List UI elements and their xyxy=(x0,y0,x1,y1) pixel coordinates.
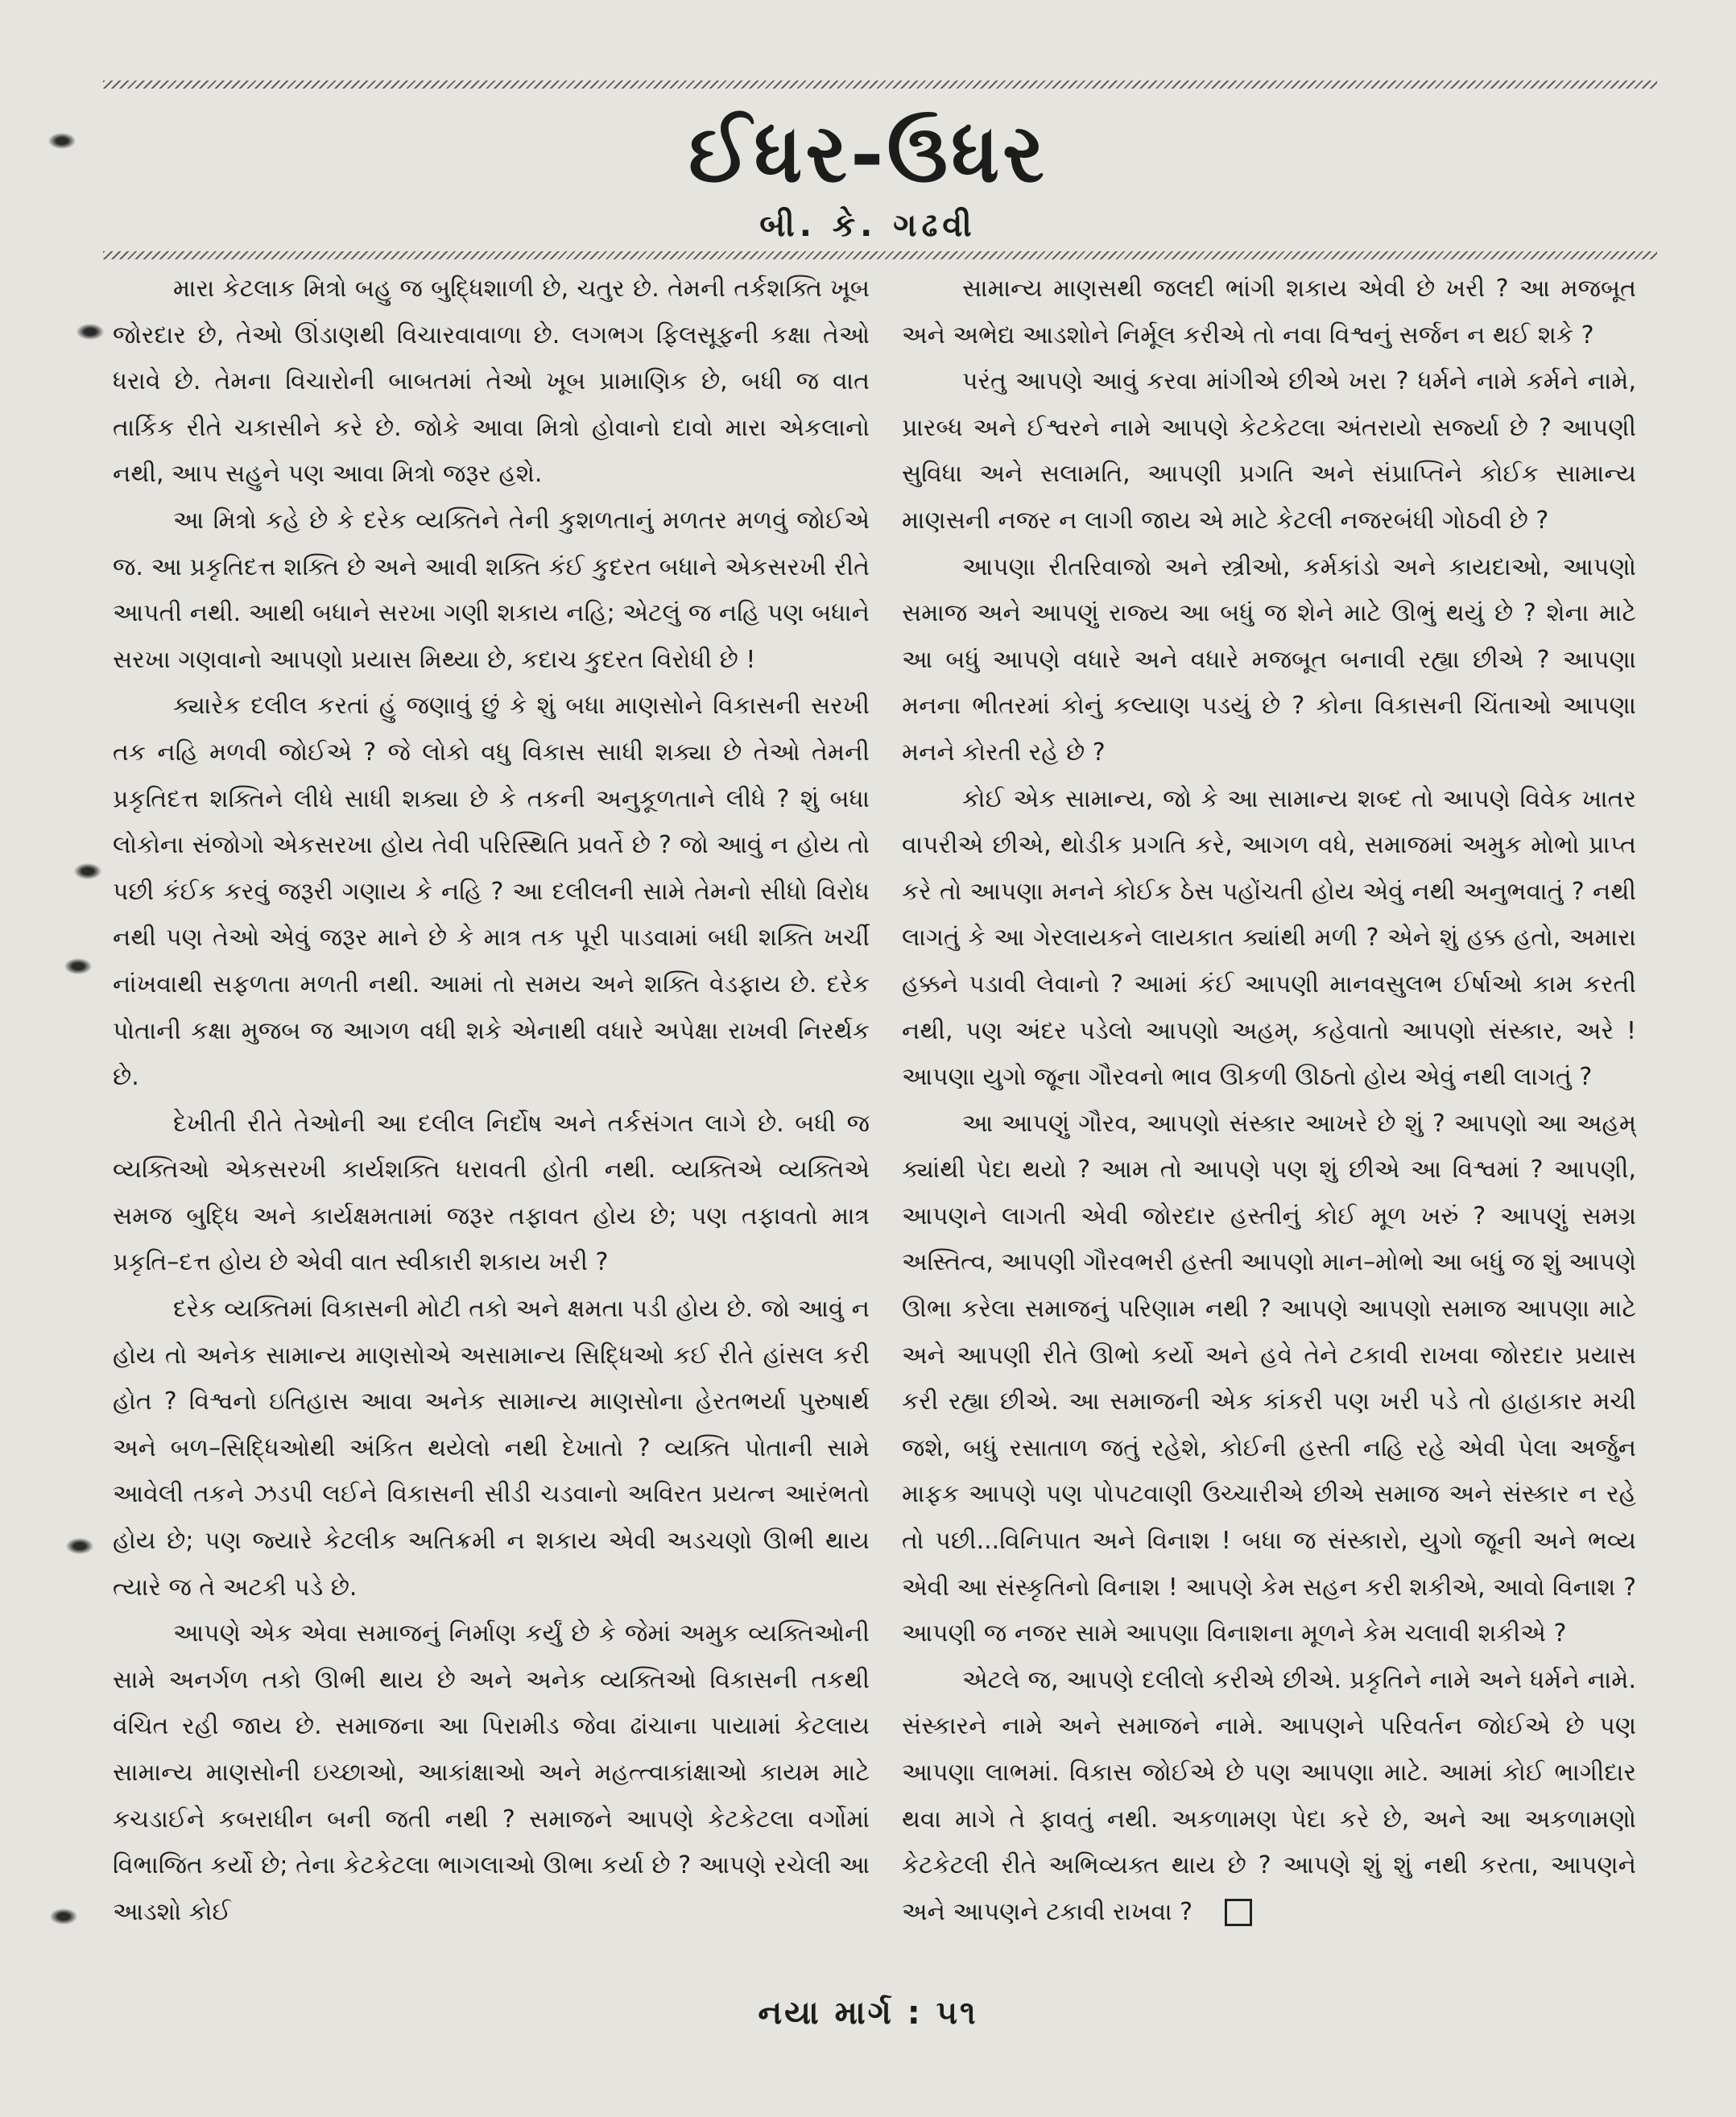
left-column xyxy=(113,266,870,1941)
paragraph: દરેક વ્યક્તિમાં વિકાસની મોટી તકો અને ક્ષમતા પડી હોય છે. જો આવું ન હોય તો અનેક સામાન્ય માણસોએ અસામાન્ય સિદ્ધિઓ કઈ રીતે હાંસલ કરી હોત ? વિશ્વનો ઇતિહાસ આવા અનેક સામાન્ય માણસોના હેરતભર્યા પુરુષાર્થ અને બળ–સિદ્ધિઓથી અંકિત થયેલો નથી દેખાતો ? વ્યક્તિ પોતાની સામે આવેલી તકને ઝડપી લઈને વિકાસની સીડી ચડવાનો અવિરત પ્રયત્ન આરંભતો હોય છે; પણ જ્યારે કેટલીક અતિક્રમી ન શકાય એવી અડચણો ઊભી થાય ત્યારે જ તે અટકી પડે છે. xyxy=(113,1295,870,1602)
paragraph: સામાન્ય માણસથી જલદી ભાંગી શકાય એવી છે ખરી ? આ મજબૂત અને અભેદ્ય આડશોને નિર્મૂલ કરીએ તો નવા વિશ્વનું સર્જન ન થઈ શકે ? xyxy=(902,275,1636,349)
paragraph: આપણા રીતરિવાજો અને સ્ત્રીઓ, કર્મકાંડો અને કાયદાઓ, આપણો સમાજ અને આપણું રાજ્ય આ બધું જ શેને માટે ઊભું થયું છે ? શેના માટે આ બધું આપણે વધારે અને વધારે મજબૂત બનાવી રહ્યા છીએ ? આપણા મનના ભીતરમાં કોનું કલ્યાણ પડયું છે ? કોના વિકાસની ચિંતાઓ આપણા મનને કોરતી રહે છે ? xyxy=(902,552,1636,767)
punch-hole-mark xyxy=(48,133,76,149)
right-column xyxy=(902,266,1636,1941)
article-title: ઈધર-ઉધર xyxy=(688,105,1048,201)
header-wavy-rule xyxy=(103,251,1657,259)
top-wavy-rule xyxy=(103,81,1657,89)
paragraph: આ આપણું ગૌરવ, આપણો સંસ્કાર આખરે છે શું ? આપણો આ અહમ્ ક્યાંથી પેદા થયો ? આમ તો આપણે પણ શું છીએ આ વિશ્વમાં ? આપણી, આપણને લાગતી એવી જોરદાર હસ્તીનું કોઈ મૂળ ખરું ? આપણું સમગ્ર અસ્તિત્વ, આપણી ગૌરવભરી હસ્તી આપણો માન–મોભો આ બધું જ શું આપણે ઊભા કરેલા સમાજનું પરિણામ નથી ? આપણે આપણો સમાજ આપણા માટે અને આપણી રીતે ઊભો કર્યો અને હવે તેને ટકાવી રાખવા જોરદાર પ્રયાસ કરી રહ્યા છીએ. આ સમાજની એક કાંકરી પણ ખરી પડે તો હાહાકાર મચી જશે, બધું રસાતાળ જતું રહેશે, કોઈની હસ્તી નહિ રહે એવી પેલા અર્જુન માફક આપણે પણ પોપટવાણી ઉચ્ચારીએ છીએ સમાજ અને સંસ્કાર ન રહે તો પછી...વિનિપાત અને વિનાશ ! બધા જ સંસ્કારો, યુગો જૂની અને ભવ્ય એવી આ સંસ્કૃતિનો વિનાશ ! આપણે કેમ સહન કરી શકીએ, આવો વિનાશ ? આપણી જ નજર સામે આપણા વિનાશના મૂળને કેમ ચલાવી શકીએ ? xyxy=(902,1109,1636,1648)
punch-hole-mark xyxy=(66,1538,93,1554)
last-paragraph xyxy=(902,1657,1636,1936)
punch-hole-mark xyxy=(74,863,101,879)
last-paragraph-text: એટલે જ, આપણે દલીલો કરીએ છીએ. પ્રકૃતિને નામે અને ધર્મને નામે. સંસ્કારને નામે અને સમાજને નામે. આપણને પરિવર્તન જોઈએ છે પણ આપણા લાભમાં. વિકાસ જોઈએ છે પણ આપણા માટે. આમાં કોઈ ભાગીદાર થવા માગે તે ફાવતું નથી. અકળામણ પેદા કરે છે, અને આ અકળામણો કેટકેટલી રીતે અભિવ્યક્ત થાય છે ? આપણે શું શું નથી કરતા, આપણને અને આપણને ટકાવી રાખવા ? xyxy=(902,1665,1636,1926)
punch-hole-mark xyxy=(76,324,104,340)
paragraph: દેખીતી રીતે તેઓની આ દલીલ નિર્દોષ અને તર્કસંગત લાગે છે. બધી જ વ્યક્તિઓ એકસરખી કાર્યશક્તિ ધરાવતી હોતી નથી. વ્યક્તિએ વ્યક્તિએ સમજ બુદ્ધિ અને કાર્યક્ષમતામાં જરૂર તફાવત હોય છે; પણ તફાવતો માત્ર પ્રકૃતિ–દત્ત હોય છે એવી વાત સ્વીકારી શકાય ખરી ? xyxy=(113,1109,870,1277)
paragraph: આપણે એક એવા સમાજનું નિર્માણ કર્યું છે કે જેમાં અમુક વ્યક્તિઓની સામે અનર્ગળ તકો ઊભી થાય છે અને અનેક વ્યક્તિઓ વિકાસની તકથી વંચિત રહી જાય છે. સમાજના આ પિરામીડ જેવા ઢાંચાના પાયામાં કેટલાય સામાન્ય માણસોની ઇચ્છાઓ, આકાંક્ષાઓ અને મહત્ત્વાકાંક્ષાઓ કાયમ માટે કચડાઈને કબરાધીન બની જતી નથી ? સમાજને આપણે કેટકેટલા વર્ગોમાં વિભાજિત કર્યો છે; તેના કેટકેટલા ભાગલાઓ ઊભા કર્યા છે ? આપણે રચેલી આ આડશો કોઈ xyxy=(113,1619,870,1926)
paragraph: મારા કેટલાક મિત્રો બહુ જ બુદ્ધિશાળી છે, ચતુર છે. તેમની તર્કશક્તિ ખૂબ જોરદાર છે, તેઓ ઊંડાણથી વિચારવાવાળા છે. લગભગ ફિલસૂફની કક્ષા તેઓ ધરાવે છે. તેમના વિચારોની બાબતમાં તેઓ ખૂબ પ્રામાણિક છે, બધી જ વાત તાર્કિક રીતે ચકાસીને કરે છે. જોકે આવા મિત્રો હોવાનો દાવો મારા એકલાનો નથી, આપ સહુને પણ આવા મિત્રો જરૂર હશે. xyxy=(113,275,870,489)
punch-hole-mark xyxy=(50,1908,77,1925)
paragraph: ક્યારેક દલીલ કરતાં હું જણાવું છું કે શું બધા માણસોને વિકાસની સરખી તક નહિ મળવી જોઈએ ? જે લોકો વધુ વિકાસ સાધી શક્યા છે તેઓ તેમની પ્રકૃતિદત્ત શક્તિને લીધે સાધી શક્યા છે કે તકની અનુકૂળતાને લીધે ? શું બધા લોકોના સંજોગો એકસરખા હોય તેવી પરિસ્થિતિ પ્રવર્તે છે ? જો આવું ન હોય તો પછી કંઈક કરવું જરૂરી ગણાય કે નહિ ? આ દલીલની સામે તેમનો સીધો વિરોધ નથી પણ તેઓ એવું જરૂર માને છે કે માત્ર તક પૂરી પાડવામાં બધી શક્તિ ખર્ચી નાંખવાથી સફળતા મળતી નથી. આમાં તો સમય અને શક્તિ વેડફાય છે. દરેક પોતાની કક્ષા મુજબ જ આગળ વધી શકે એનાથી વધારે અપેક્ષા રાખવી નિરર્થક છે. xyxy=(113,692,870,1092)
end-of-article-box xyxy=(1225,1899,1252,1926)
paragraph: કોઈ એક સામાન્ય, જો કે આ સામાન્ય શબ્દ તો આપણે વિવેક ખાતર વાપરીએ છીએ, થોડીક પ્રગતિ કરે, આગળ વધે, સમાજમાં અમુક મોભો પ્રાપ્ત કરે તો આપણા મનને કોઈક ઠેસ પહોંચતી હોય એવું નથી અનુભવાતું ? નથી લાગતું કે આ ગેરલાયકને લાયકાત ક્યાંથી મળી ? એને શું હક્ક હતો, અમારા હક્કને પડાવી લેવાનો ? આમાં કંઈ આપણી માનવસુલભ ઈર્ષાઓ કામ કરતી નથી, પણ અંદર પડેલો આપણો અહમ્, કહેવાતો આપણો સંસ્કાર, અરે ! આપણા યુગો જૂના ગૌરવનો ભાવ ઊકળી ઊઠતો હોય એવું નથી લાગતું ? xyxy=(902,784,1636,1092)
paragraph: પરંતુ આપણે આવું કરવા માંગીએ છીએ ખરા ? ધર્મને નામે કર્મને નામે, પ્રારબ્ધ અને ઈશ્વરને નામે આપણે કેટકેટલા અંતરાયો સર્જ્યા છે ? આપણી સુવિધા અને સલામતિ, આપણી પ્રગતિ અને સંપ્રાપ્તિને કોઈક સામાન્ય માણસની નજર ન લાગી જાય એ માટે કેટલી નજરબંધી ગોઠવી છે ? xyxy=(902,367,1636,535)
punch-hole-mark xyxy=(64,958,92,974)
article-author: બી. કે. ગઢવી xyxy=(759,207,977,244)
page-footer: નયા માર્ગ : ૫૧ xyxy=(758,1995,978,2032)
paragraph: આ મિત્રો કહે છે કે દરેક વ્યક્તિને તેની કુશળતાનું મળતર મળવું જોઈએ જ. આ પ્રકૃતિદત્ત શક્તિ છે અને આવી શક્તિ કંઈ કુદરત બધાને એકસરખી રીતે આપતી નથી. આથી બધાને સરખા ગણી શકાય નહિ; એટલું જ નહિ પણ બધાને સરખા ગણવાનો આપણો પ્રયાસ મિથ્યા છે, કદાચ કુદરત વિરોધી છે ! xyxy=(113,506,870,674)
